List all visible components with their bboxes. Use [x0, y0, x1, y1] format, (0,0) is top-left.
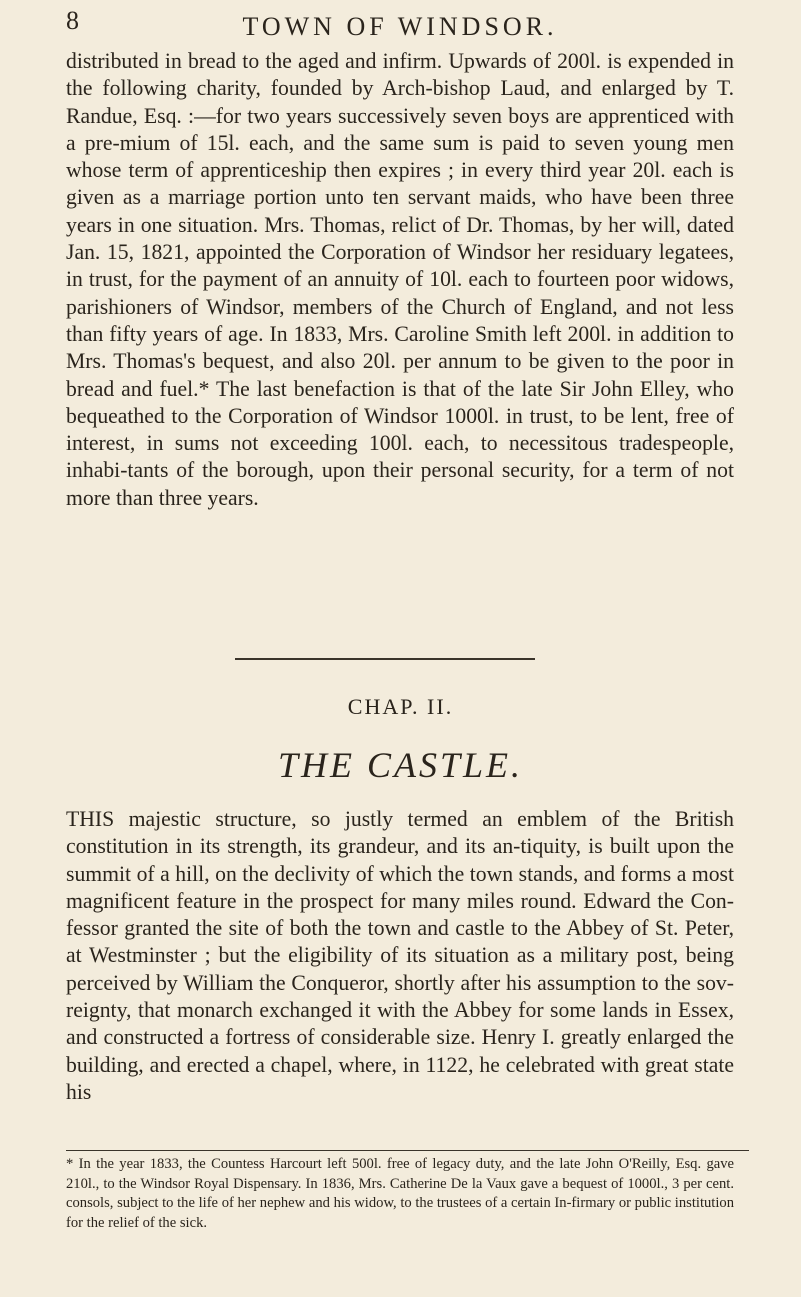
chapter-title: THE CASTLE. [277, 745, 524, 785]
footnote: * In the year 1833, the Countess Harcourt left 500l. free of legacy duty, and the late John O'Reilly, Esq. gave 210l., to the Windsor Royal Dispensary. In 1836, Mrs. Catherine De la Vaux gave a bequest of 1000l., 3 per cent. consols, subject to the life of her nephew and his widow, to the trustees of a certain In-firmary or public institution for the relief of the sick. [66, 1156, 734, 1231]
section-divider [235, 658, 535, 660]
footnote-divider [66, 1150, 749, 1151]
chapter-label: CHAP. II. [347, 694, 454, 719]
paragraph-castle: THIS majestic structure, so justly termed an emblem of the British constitution in its strength, its grandeur, and its an-tiquity, is built upon the summit of a hill, on the declivity of which the town stands, and forms a most magnificent feature in the prospect for many miles round. Edward the Con-fessor granted the site of both the town and castle to the Abbey of St. Peter, at Westminster ; but the eligibility of its situation as a military post, being perceived by William the Conqueror, shortly after his assumption to the sov-reignty, that monarch exchanged it with the Abbey for some lands in Essex, and constructed a fortress of considerable size. Henry I. greatly enlarged the building, and erected a chapel, where, in 1122, he celebrated with great state his [66, 807, 734, 1104]
paragraph-charities: distributed in bread to the aged and infirm. Upwards of 200l. is expended in the following charity, founded by Arch-bishop Laud, and enlarged by T. Randue, Esq. :—for two years successively seven boys are apprenticed with a pre-mium of 15l. each, and the same sum is paid to seven young men whose term of apprenticeship then expires ; in every third year 20l. each is given as a marriage portion unto ten servant maids, who have been three years in one situation. Mrs. Thomas, relict of Dr. Thomas, by her will, dated Jan. 15, 1821, appointed the Corporation of Windsor her residuary legatees, in trust, for the payment of an annuity of 10l. each to fourteen poor widows, parishioners of Windsor, members of the Church of England, and not less than fifty years of age. In 1833, Mrs. Caroline Smith left 200l. in addition to Mrs. Thomas's bequest, and also 20l. per annum to be given to the poor in bread and fuel.* The last benefaction is that of the late Sir John Elley, who bequeathed to the Corporation of Windsor 1000l. in trust, to be lent, free of interest, in sums not exceeding 100l. each, to necessitous tradespeople, inhabi-tants of the borough, upon their personal security, for a term of not more than three years. [66, 49, 734, 510]
page-number: 8 [66, 6, 79, 35]
page-header [40, 6, 760, 46]
running-title: TOWN OF WINDSOR. [242, 12, 558, 41]
